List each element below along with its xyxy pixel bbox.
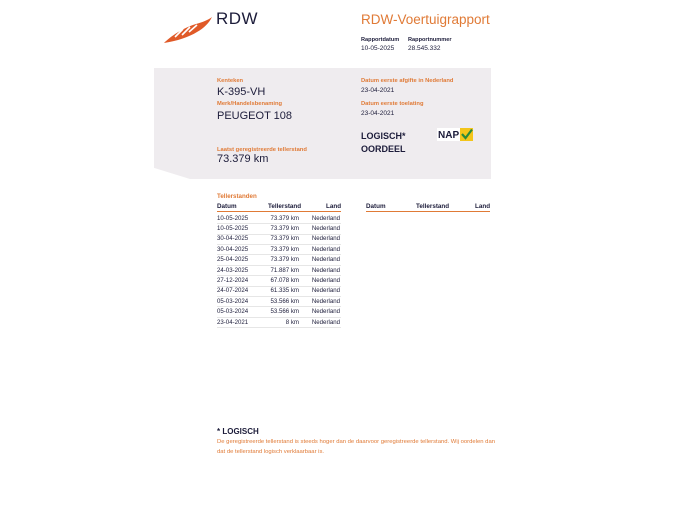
odometer-value: 73.379 km	[217, 153, 269, 165]
table-row: 24-07-2024 61.335 km Nederland	[217, 286, 341, 297]
verdict-line2: OORDEEL	[361, 143, 406, 154]
report-title: RDW-Voertuigrapport	[361, 12, 490, 27]
plate-value: K-395-VH	[217, 86, 266, 98]
col-country: Land	[326, 203, 342, 210]
make-label: Merk/Handelsbenaming	[217, 101, 283, 107]
first-nl-value: 23-04-2021	[361, 87, 395, 94]
table-row: 10-05-2025 73.379 km Nederland	[217, 223, 341, 234]
col-odometer-2: Tellerstand	[416, 203, 450, 210]
first-admission-value: 23-04-2021	[361, 110, 395, 117]
table-row: 30-04-2025 73.379 km Nederland	[217, 244, 341, 255]
col-odometer: Tellerstand	[268, 203, 302, 210]
col-country-2: Land	[475, 203, 491, 210]
first-admission-label: Datum eerste toelating	[361, 101, 424, 107]
table-row: 10-05-2025 73.379 km Nederland	[217, 213, 341, 224]
footnote-text: De geregistreerde tellerstand is steeds hoger dan de daarvoor geregistreerde tellerstand. Wij oordelen dan dat de tellerstand logisch verklaarbaar is.	[217, 439, 496, 455]
table-row: 23-04-2021 8 km Nederland	[217, 317, 341, 328]
nap-logo-icon	[437, 128, 473, 142]
nap-text: NAP	[438, 130, 460, 141]
rdw-logo-icon	[163, 16, 213, 46]
col-date-2: Datum	[366, 203, 386, 210]
odometer-label: Laatst geregistreerde tellerstand	[217, 147, 307, 153]
vehicle-panel	[154, 68, 491, 179]
report-number: 28.545.332	[408, 45, 441, 52]
table-row: 05-03-2024 53.566 km Nederland	[217, 307, 341, 318]
verdict	[361, 130, 406, 155]
readings-title: Tellerstanden	[217, 193, 257, 200]
header-rule	[217, 211, 341, 212]
report-date: 10-05-2025	[361, 45, 395, 52]
verdict-line1: LOGISCH*	[361, 131, 406, 141]
table-row: 05-03-2024 53.566 km Nederland	[217, 296, 341, 307]
header-rule-2	[366, 211, 490, 212]
report-number-label: Rapportnummer	[408, 37, 452, 43]
table-row: 30-04-2025 73.379 km Nederland	[217, 234, 341, 245]
footnote-title: * LOGISCH	[217, 427, 259, 436]
table-row: 27-12-2024 67.078 km Nederland	[217, 275, 341, 286]
first-nl-label: Datum eerste afgifte in Nederland	[361, 78, 454, 84]
table-row: 25-04-2025 73.379 km Nederland	[217, 255, 341, 266]
report-date-label: Rapportdatum	[361, 37, 400, 43]
make-value: PEUGEOT 108	[217, 110, 292, 122]
brand-name: RDW	[216, 9, 259, 28]
plate-label: Kenteken	[217, 78, 244, 84]
col-date: Datum	[217, 203, 237, 210]
table-row: 24-03-2025 71.887 km Nederland	[217, 265, 341, 276]
